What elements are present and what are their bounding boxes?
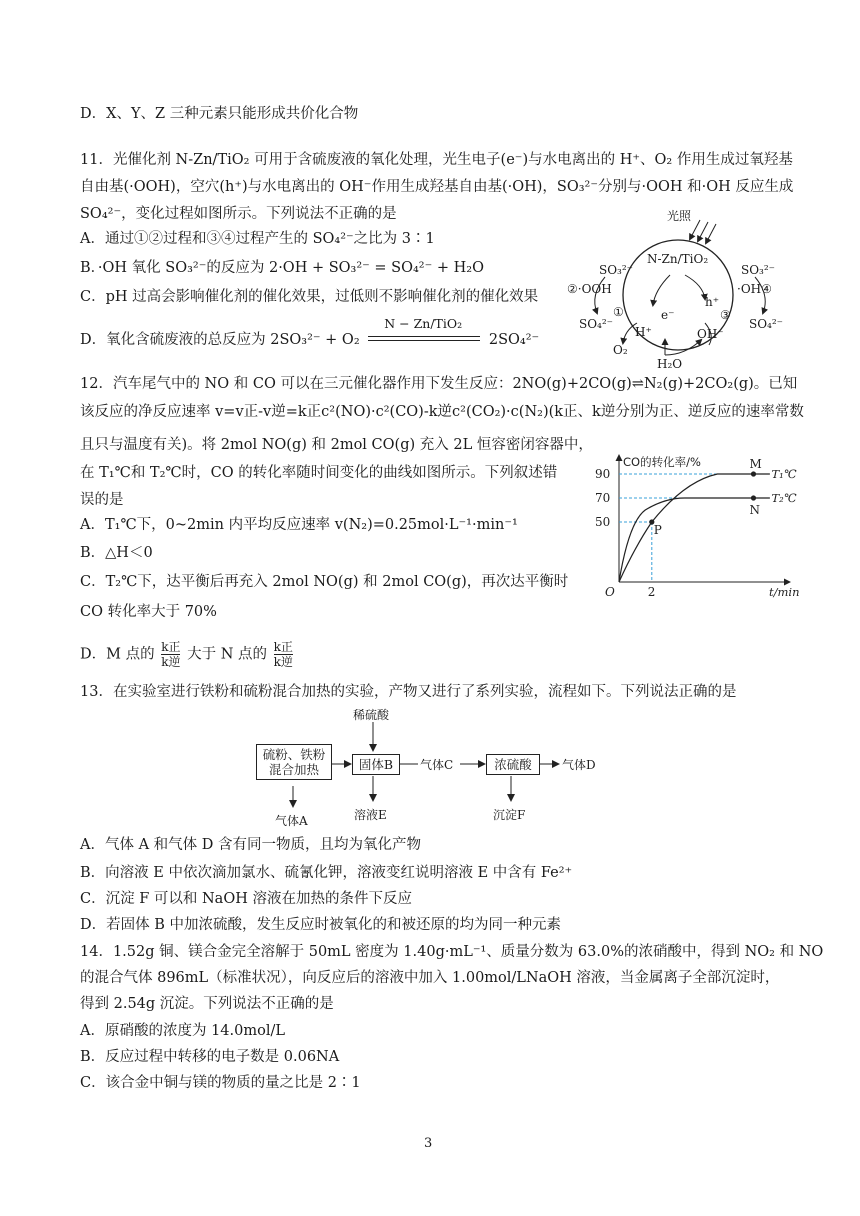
q12-option-c-line2: CO 转化率大于 70% xyxy=(80,604,217,620)
h-ion-label: H⁺ xyxy=(635,325,652,339)
q13-option-d: D．若固体 B 中加浓硫酸，发生反应时被氧化的和被还原的均为同一种元素 xyxy=(80,917,561,933)
q12-option-d-prefix: D．M 点的 xyxy=(80,646,155,663)
q12-stem-line4: 在 T₁℃和 T₂℃时，CO 的转化率随时间变化的曲线如图所示。下列叙述错 xyxy=(80,465,558,481)
point-label-P: P xyxy=(653,523,662,537)
q12-stem-line5: 误的是 xyxy=(80,492,124,508)
sulfite-right-label: SO₃²⁻ xyxy=(741,263,776,277)
q12-option-d xyxy=(80,640,295,669)
mix-heat-box xyxy=(256,744,332,780)
catalysis-diagram xyxy=(565,209,795,375)
sulfate-left-label: SO₄²⁻ xyxy=(579,317,614,331)
conc-acid-box: 浓硫酸 xyxy=(486,754,540,775)
ooh-label: ②·OOH xyxy=(567,282,612,296)
gas-d-label: 气体D xyxy=(562,758,596,772)
series-t2-line xyxy=(619,498,770,582)
y-tick-label: 90 xyxy=(595,467,611,481)
q11-option-a: A．通过①②过程和③④过程产生的 SO₄²⁻之比为 3∶1 xyxy=(80,231,435,247)
origin-label: O xyxy=(605,585,615,599)
gas-a-label: 气体A xyxy=(275,814,308,828)
mix-heat-line2: 混合加热 xyxy=(268,762,319,777)
q12-stem-line2: 该反应的净反应速率 v=v正-v逆=k正c²(NO)·c²(CO)-k逆c²(CO₂)·c(N₂)(k正、k逆分别为正、逆反应的速率常数 xyxy=(80,404,804,420)
q14-option-b: B．反应过程中转移的电子数是 0.06NA xyxy=(80,1049,340,1065)
electron-label: e⁻ xyxy=(661,308,675,322)
ratio-fraction-n xyxy=(274,640,293,669)
gas-c-label: 气体C xyxy=(420,758,454,772)
x-axis-label: t/min xyxy=(769,585,800,599)
q11-option-d-prefix: D．氧化含硫废液的总反应为 2SO₃²⁻ + O₂ xyxy=(80,332,360,348)
ratio-m-denominator: k逆 xyxy=(161,655,181,669)
q14-option-c: C．该合金中铜与镁的物质的量之比是 2∶1 xyxy=(80,1075,361,1091)
q11-option-d-product: 2SO₄²⁻ xyxy=(488,332,540,348)
reaction-arrow xyxy=(364,316,484,350)
q14-stem-line2: 的混合气体 896mL（标准状况），向反应后的溶液中加入 1.00mol/LNaOH 溶液，当金属离子全部沉淀时， xyxy=(80,970,780,986)
q13-stem: 13．在实验室进行铁粉和硫粉混合加热的实验，产物又进行了系列实验，流程如下。下列说法正确的是 xyxy=(80,684,737,700)
q12-option-d-middle: 大于 N 点的 xyxy=(187,646,267,663)
sulfate-right-label: SO₄²⁻ xyxy=(749,317,784,331)
dilute-acid-label: 稀硫酸 xyxy=(353,708,390,722)
mix-heat-line1: 硫粉、铁粉 xyxy=(262,747,326,762)
y-axis-label: CO的转化率/% xyxy=(623,455,701,469)
q13-option-c: C．沉淀 F 可以和 NaOH 溶液在加热的条件下反应 xyxy=(80,891,412,907)
point-M xyxy=(751,471,756,476)
step3-label: ③ xyxy=(720,308,731,322)
q13-option-a: A．气体 A 和气体 D 含有同一物质，且均为氧化产物 xyxy=(80,837,422,853)
ratio-m-numerator: k正 xyxy=(161,640,181,654)
catalyst-label: N-Zn/TiO₂ xyxy=(647,252,709,266)
q12-option-a: A．T₁℃下，0~2min 内平均反应速率 v(N₂)=0.25mol·L⁻¹·min⁻¹ xyxy=(80,517,518,533)
y-tick-label: 70 xyxy=(595,491,611,505)
point-label-N: N xyxy=(749,503,760,517)
light-label: 光照 xyxy=(667,209,692,223)
point-label-M: M xyxy=(749,457,762,471)
point-N xyxy=(751,495,756,500)
water-label: H₂O xyxy=(657,357,683,371)
ratio-n-numerator: k正 xyxy=(273,640,293,654)
ratio-fraction-m xyxy=(161,640,180,669)
y-tick-label: 50 xyxy=(595,515,611,529)
q14-option-a: A．原硝酸的浓度为 14.0mol/L xyxy=(80,1023,285,1039)
flow-diagram xyxy=(250,706,630,830)
ratio-n-denominator: k逆 xyxy=(273,655,293,669)
oh-radical-label: ·OH④ xyxy=(737,282,772,296)
conversion-chart xyxy=(565,450,800,600)
q12-stem-line1: 12．汽车尾气中的 NO 和 CO 可以在三元催化器作用下发生反应：2NO(g)+2CO(g)⇌N₂(g)+2CO₂(g)。已知 xyxy=(80,376,798,392)
precipitate-f-label: 沉淀F xyxy=(493,808,526,822)
page-number: 3 xyxy=(424,1136,433,1151)
q11-option-d xyxy=(80,316,540,350)
q10-option-d: D．X、Y、Z 三种元素只能形成共价化合物 xyxy=(80,106,359,122)
q14-stem-line1: 14．1.52g 铜、镁合金完全溶解于 50mL 密度为 1.40g·mL⁻¹、质量分数为 63.0%的浓硝酸中，得到 NO₂ 和 NO xyxy=(80,944,824,960)
hole-label: h⁺ xyxy=(705,295,720,309)
reaction-condition: N − Zn/TiO₂ xyxy=(384,316,463,331)
q12-stem-line3: 且只与温度有关)。将 2mol NO(g) 和 2mol CO(g) 充入 2L 恒容密闭容器中， xyxy=(80,437,593,453)
q12-option-b: B．△H＜0 xyxy=(80,545,153,561)
legend-t1: T₁℃ xyxy=(771,467,797,481)
q13-option-b: B．向溶液 E 中依次滴加氯水、硫氰化钾，溶液变红说明溶液 E 中含有 Fe²⁺ xyxy=(80,865,573,881)
q14-stem-line3: 得到 2.54g 沉淀。下列说法不正确的是 xyxy=(80,996,334,1012)
q11-stem-line2: 自由基(·OOH)，空穴(h⁺)与水电离出的 OH⁻作用生成羟基自由基(·OH)，SO₃²⁻分别与·OOH 和·OH 反应生成 xyxy=(80,179,794,195)
q11-option-c: C．pH 过高会影响催化剂的催化效果，过低则不影响催化剂的催化效果 xyxy=(80,289,539,305)
sulfite-left-label: SO₃²⁻ xyxy=(599,263,634,277)
q11-stem-line3: SO₄²⁻，变化过程如图所示。下列说法不正确的是 xyxy=(80,206,397,222)
solution-e-label: 溶液E xyxy=(354,808,387,822)
series-t1-line xyxy=(619,474,770,582)
oh-ion-label: OH⁻ xyxy=(697,327,724,341)
q12-option-c-line1: C．T₂℃下，达平衡后再充入 2mol NO(g) 和 2mol CO(g)，再次达平衡时 xyxy=(80,574,569,590)
q11-stem-line1: 11．光催化剂 N-Zn/TiO₂ 可用于含硫废液的氧化处理，光生电子(e⁻)与水电离出的 H⁺、O₂ 作用生成过氧羟基 xyxy=(80,152,793,168)
chart-svg xyxy=(565,450,800,600)
x-tick-label: 2 xyxy=(647,585,656,599)
solid-b-box: 固体B xyxy=(352,754,400,775)
q11-option-b: B．·OH 氧化 SO₃²⁻的反应为 2·OH + SO₃²⁻ = SO₄²⁻ + H₂O xyxy=(80,260,484,276)
step1-label: ① xyxy=(613,305,624,319)
legend-t2: T₂℃ xyxy=(771,491,797,505)
oxygen-label: O₂ xyxy=(613,343,628,357)
